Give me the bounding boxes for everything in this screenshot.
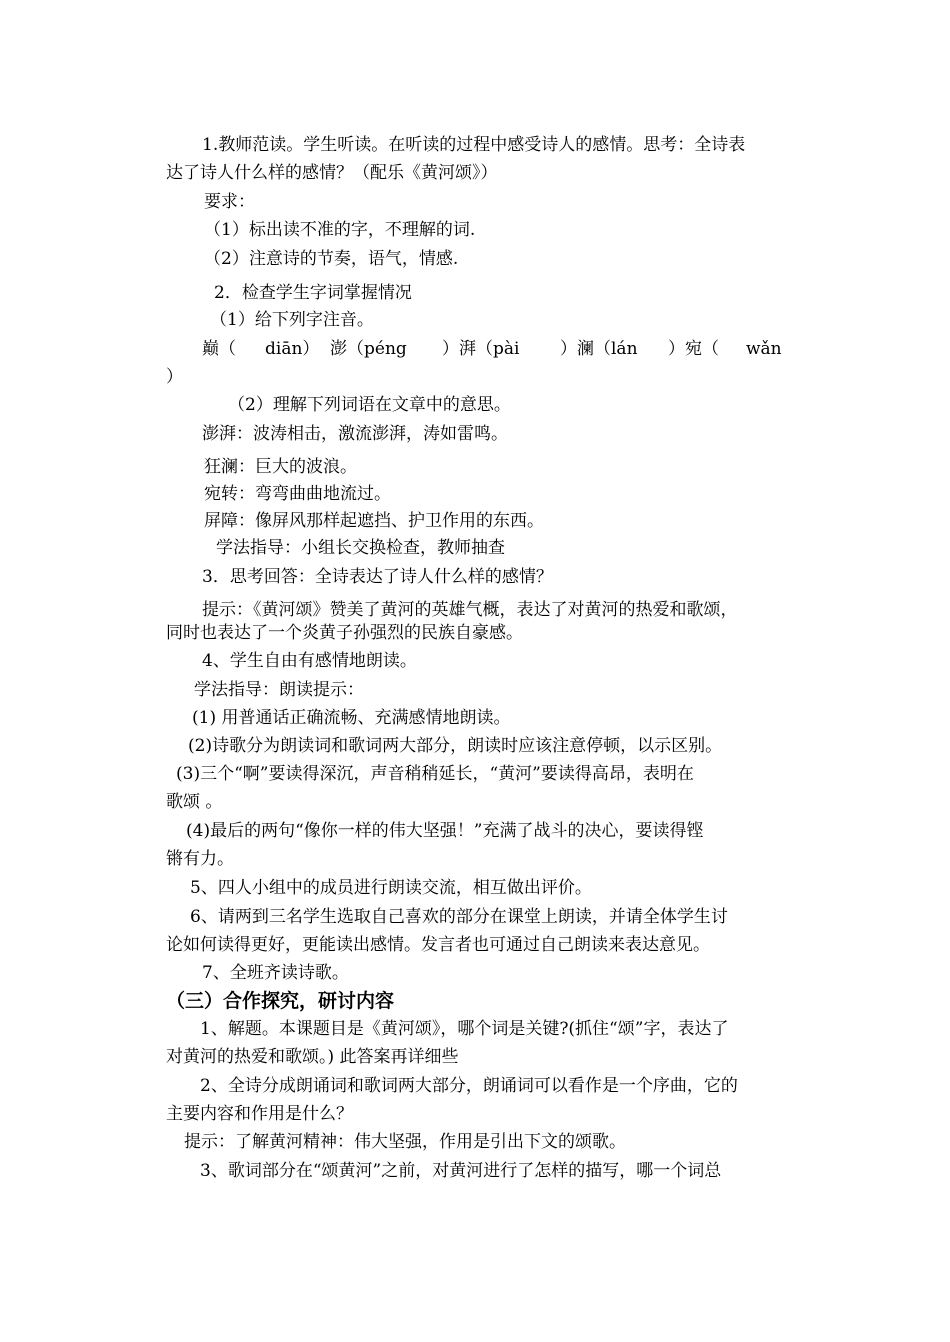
hint-1-line-1: 提示：《黄河颂》赞美了黄河的英雄气概，表达了对黄河的热爱和歌颂， [202, 600, 738, 620]
task-7: 7、全班齐读诗歌。 [202, 963, 349, 983]
task-2-sub-1: （1）给下列字注音。 [210, 310, 374, 330]
reading-tip-4-line-1: (4)最后的两句“像你一样的伟大坚强！”充满了战斗的决心，要读得铿 [186, 821, 704, 841]
task-1-line-2: 达了诗人什么样的感情？（配乐《黄河颂》） [166, 163, 498, 183]
pinyin-exercise-line [0, 338, 950, 360]
section-3-item-1-line-2: 对黄河的热爱和歌颂。) 此答案再详细些 [166, 1047, 459, 1067]
study-guide-2: 学法指导：朗读提示： [194, 680, 364, 700]
vocab-pingzhang: 屏障：像屏风那样起遮挡、护卫作用的东西。 [204, 511, 544, 531]
hint-1-line-2: 同时也表达了一个炎黄子孙强烈的民族自豪感。 [166, 623, 523, 643]
task-5: 5、四人小组中的成员进行朗读交流，相互做出评价。 [190, 878, 592, 898]
task-6-line-2: 论如何读得更好，更能读出感情。发言者也可通过自己朗读来表达意见。 [166, 935, 710, 955]
reading-tip-4-line-2: 锵有力。 [166, 849, 234, 869]
reading-tip-2: (2)诗歌分为朗读词和歌词两大部分，朗读时应该注意停顿，以示区别。 [188, 736, 723, 756]
pinyin-item-pai: ）湃（pài [442, 339, 520, 359]
pinyin-item-peng: 澎（péng [330, 339, 407, 359]
section-3-hint: 提示：了解黄河精神：伟大坚强，作用是引出下文的颂歌。 [184, 1132, 626, 1152]
requirements-label: 要求： [204, 192, 255, 212]
vocab-kuanglan: 狂澜：巨大的波浪。 [204, 457, 357, 477]
task-2-sub-2: （2）理解下列词语在文章中的意思。 [228, 395, 511, 415]
pinyin-item-dian-label: 巅（ [202, 339, 236, 359]
pinyin-item-dian: diān） [265, 339, 320, 359]
section-3-item-2-line-1: 2、全诗分成朗诵词和歌词两大部分，朗诵词可以看作是一个序曲，它的 [200, 1076, 738, 1096]
section-3-item-3-line-1: 3、歌词部分在“颂黄河”之前，对黄河进行了怎样的描写，哪一个词总 [200, 1161, 722, 1181]
requirement-1: （1）标出读不准的字，不理解的词. [204, 220, 476, 240]
pinyin-item-wan-label: ）宛（ [668, 339, 719, 359]
pinyin-exercise-close: ） [166, 367, 183, 387]
pinyin-item-wan: wǎn [746, 339, 782, 359]
vocab-wanzhuan: 宛转：弯弯曲曲地流过。 [204, 484, 391, 504]
reading-tip-3-line-1: (3)三个“啊”要读得深沉，声音稍稍延长，“黄河”要读得高昂，表明在 [176, 764, 694, 784]
requirement-2: （2）注意诗的节奏，语气，情感. [204, 249, 459, 269]
task-6-line-1: 6、请两到三名学生选取自己喜欢的部分在课堂上朗读，并请全体学生讨 [190, 907, 728, 927]
section-3-item-1-line-1: 1、解题。本课题目是《黄河颂》，哪个词是关键?(抓住“颂”字，表达了 [200, 1019, 729, 1039]
section-3-item-2-line-2: 主要内容和作用是什么？ [166, 1104, 353, 1124]
task-4-heading: 4、学生自由有感情地朗读。 [202, 651, 417, 671]
study-guide-1: 学法指导：小组长交换检查，教师抽查 [216, 538, 505, 558]
task-1-line-1: 1.教师范读。学生听读。在听读的过程中感受诗人的感情。思考：全诗表 [202, 135, 746, 155]
pinyin-item-lan: ）澜（lán [560, 339, 638, 359]
reading-tip-3-line-2: 歌颂 。 [166, 792, 223, 812]
task-2-heading: 2．检查学生字词掌握情况 [214, 283, 412, 303]
task-3-heading: 3．思考回答：全诗表达了诗人什么样的感情？ [202, 567, 553, 587]
section-3-heading: （三）合作探究，研讨内容 [166, 990, 395, 1012]
vocab-pengpai: 澎湃：波涛相击，激流澎湃，涛如雷鸣。 [202, 424, 508, 444]
reading-tip-1: (1) 用普通话正确流畅、充满感情地朗读。 [192, 708, 511, 728]
